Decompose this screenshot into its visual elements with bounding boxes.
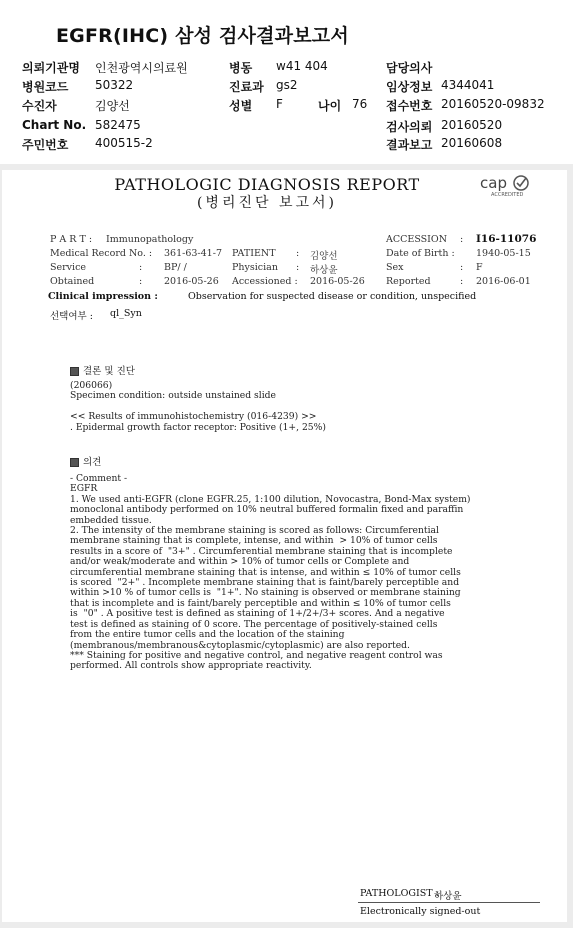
service-value: BP/ /: [164, 262, 187, 273]
ward-label: 병동: [229, 61, 253, 75]
clinical-impression-label: Clinical impression :: [48, 291, 158, 302]
accession-label: ACCESSION: [386, 234, 448, 245]
text-line: monoclonal antibody performed on 10% neutral buffered formalin fixed and paraffin: [70, 504, 464, 516]
text-line: from the entire tumor cells and the location of the staining: [70, 629, 345, 641]
service-label: Service: [50, 262, 87, 273]
report-patient-label: PATIENT: [232, 248, 276, 259]
text-line: membrane staining that is complete, intense, and within > 10% of tumor cells: [70, 535, 438, 547]
text-line: performed. All controls show appropriate reactivity.: [70, 660, 312, 672]
conclusion-text: [70, 381, 326, 433]
age-value: 76: [352, 97, 368, 111]
pathologist-name: 하상윤: [434, 891, 462, 902]
obtained-label: Obtained: [50, 276, 95, 287]
resident-number-value: 400515-2: [95, 136, 153, 150]
report-subtitle: (병리진단 보고서): [196, 195, 338, 211]
text-line: EGFR: [70, 483, 98, 495]
physician-value: 하상윤: [310, 265, 338, 276]
text-line: is "0" . A positive test is defined as staining of 1+/2+/3+ scores. And a negative: [70, 608, 445, 620]
text-line: - Comment -: [70, 473, 128, 484]
report-header: [0, 0, 573, 164]
medical-record-label: Medical Record No. :: [50, 248, 153, 259]
report-patient-colon: :: [296, 248, 300, 259]
institution-value: 인천광역시의료원: [95, 61, 188, 75]
text-line: within >10 % of tumor cells is "1+". No staining is observed or membrane staining: [70, 587, 461, 599]
obtained-colon: :: [139, 276, 143, 287]
resident-number-label: 주민번호: [22, 138, 69, 152]
medical-record-value: 361-63-41-7: [164, 248, 222, 259]
reported-colon: :: [460, 276, 464, 287]
checkmark-icon: [517, 178, 526, 186]
text-line: embedded tissue.: [70, 514, 152, 526]
accessioned-value: 2016-05-26: [310, 276, 365, 287]
hospital-code-label: 병원코드: [22, 80, 69, 94]
section-opinion-heading: [70, 454, 101, 468]
text-line: . Epidermal growth factor receptor: Positive (1+, 25%): [70, 421, 326, 433]
receipt-number-label: 접수번호: [386, 99, 433, 113]
text-line: << Results of immunohistochemistry (016-4239) >>: [70, 411, 317, 423]
sex-label: 성별: [229, 99, 253, 113]
pathology-report: [2, 170, 567, 922]
patient-value: 김양선: [95, 99, 130, 113]
text-line: is scored "2+" . Incomplete membrane staining that is faint/barely perceptible and: [70, 577, 460, 589]
report-sex-colon: :: [460, 262, 464, 273]
receipt-number-value: 20160520-09832: [441, 97, 545, 111]
report-patient-value: 김양선: [310, 251, 338, 262]
chart-number-value: 582475: [95, 118, 141, 132]
text-line: that is incomplete and is faint/barely perceptible and within ≤ 10% of tumor cells: [70, 597, 451, 609]
chart-number-label: Chart No.: [22, 118, 87, 132]
accessioned-label: Accessioned :: [232, 276, 298, 287]
opinion-text: [70, 474, 471, 672]
result-date-label: 결과보고: [386, 138, 433, 152]
dob-value: 1940-05-15: [476, 248, 531, 259]
text-line: (206066): [70, 380, 113, 391]
service-colon: :: [139, 262, 143, 273]
physician-colon: :: [296, 262, 300, 273]
section-conclusion-heading: [70, 363, 135, 377]
signed-out-text: Electronically signed-out: [360, 906, 481, 917]
text-line: *** Staining for positive and negative control, and negative reagent control was: [70, 649, 443, 661]
pathologist-label: PATHOLOGIST :: [360, 888, 439, 899]
obtained-value: 2016-05-26: [164, 276, 219, 287]
section-opinion-title: 의견: [83, 457, 102, 468]
department-value: gs2: [276, 78, 298, 92]
age-label: 나이: [318, 99, 342, 113]
reported-value: 2016-06-01: [476, 276, 531, 287]
part-label: P A R T :: [50, 234, 93, 245]
selection-label: 선택여부 :: [50, 311, 93, 322]
ward-value: w41 404: [276, 59, 328, 73]
text-line: and/or weak/moderate and within > 10% of tumor cells or Complete and: [70, 556, 410, 568]
report-sex-label: Sex: [386, 262, 404, 273]
signature-line: [358, 902, 540, 903]
sex-value: F: [276, 97, 283, 111]
cap-logo-text: cap: [480, 174, 507, 192]
page-title: EGFR(IHC) 삼성 검사결과보고서: [56, 25, 349, 47]
text-line: Specimen condition: outside unstained slide: [70, 390, 276, 402]
square-bullet-icon: [70, 367, 79, 376]
clinical-info-label: 임상정보: [386, 80, 433, 94]
square-bullet-icon: [70, 458, 79, 467]
department-label: 진료과: [229, 80, 264, 94]
dob-label: Date of Birth :: [386, 248, 455, 259]
accession-colon: :: [460, 234, 464, 245]
request-date-label: 검사의뢰: [386, 120, 433, 134]
text-line: (membranous/membranous&cytoplasmic/cytoplasmic) are also reported.: [70, 639, 410, 651]
section-conclusion-title: 결론 및 진단: [83, 366, 135, 377]
institution-label: 의뢰기관명: [22, 61, 80, 75]
part-value: Immunopathology: [106, 234, 194, 245]
clinical-impression-value: Observation for suspected disease or condition, unspecified: [188, 291, 477, 302]
selection-value: ql_Syn: [110, 308, 142, 319]
text-line: 1. We used anti-EGFR (clone EGFR.25, 1:100 dilution, Novocastra, Bond-Max system): [70, 493, 471, 505]
text-line: 2. The intensity of the membrane staining is scored as follows: Circumferential: [70, 525, 439, 537]
request-date-value: 20160520: [441, 118, 503, 132]
patient-label: 수진자: [22, 99, 57, 113]
reported-label: Reported: [386, 276, 431, 287]
doctor-label: 담당의사: [386, 61, 433, 75]
clinical-info-value: 4344041: [441, 78, 495, 92]
text-line: test is defined as staining of 0 score. The percentage of positively-stained cells: [70, 618, 438, 630]
text-line: circumferential membrane staining that is intense, and within ≤ 10% of tumor cells: [70, 566, 461, 578]
report-sex-value: F: [476, 262, 483, 273]
cap-accredited-logo: [477, 172, 533, 198]
physician-label: Physician: [232, 262, 278, 273]
report-title: PATHOLOGIC DIAGNOSIS REPORT: [114, 175, 420, 194]
text-line: results in a score of "3+" . Circumferential membrane staining that is incomplete: [70, 545, 453, 557]
accession-value: I16-11076: [476, 233, 537, 245]
hospital-code-value: 50322: [95, 78, 134, 92]
result-date-value: 20160608: [441, 136, 503, 150]
cap-logo-sub: ACCREDITED: [491, 192, 524, 198]
